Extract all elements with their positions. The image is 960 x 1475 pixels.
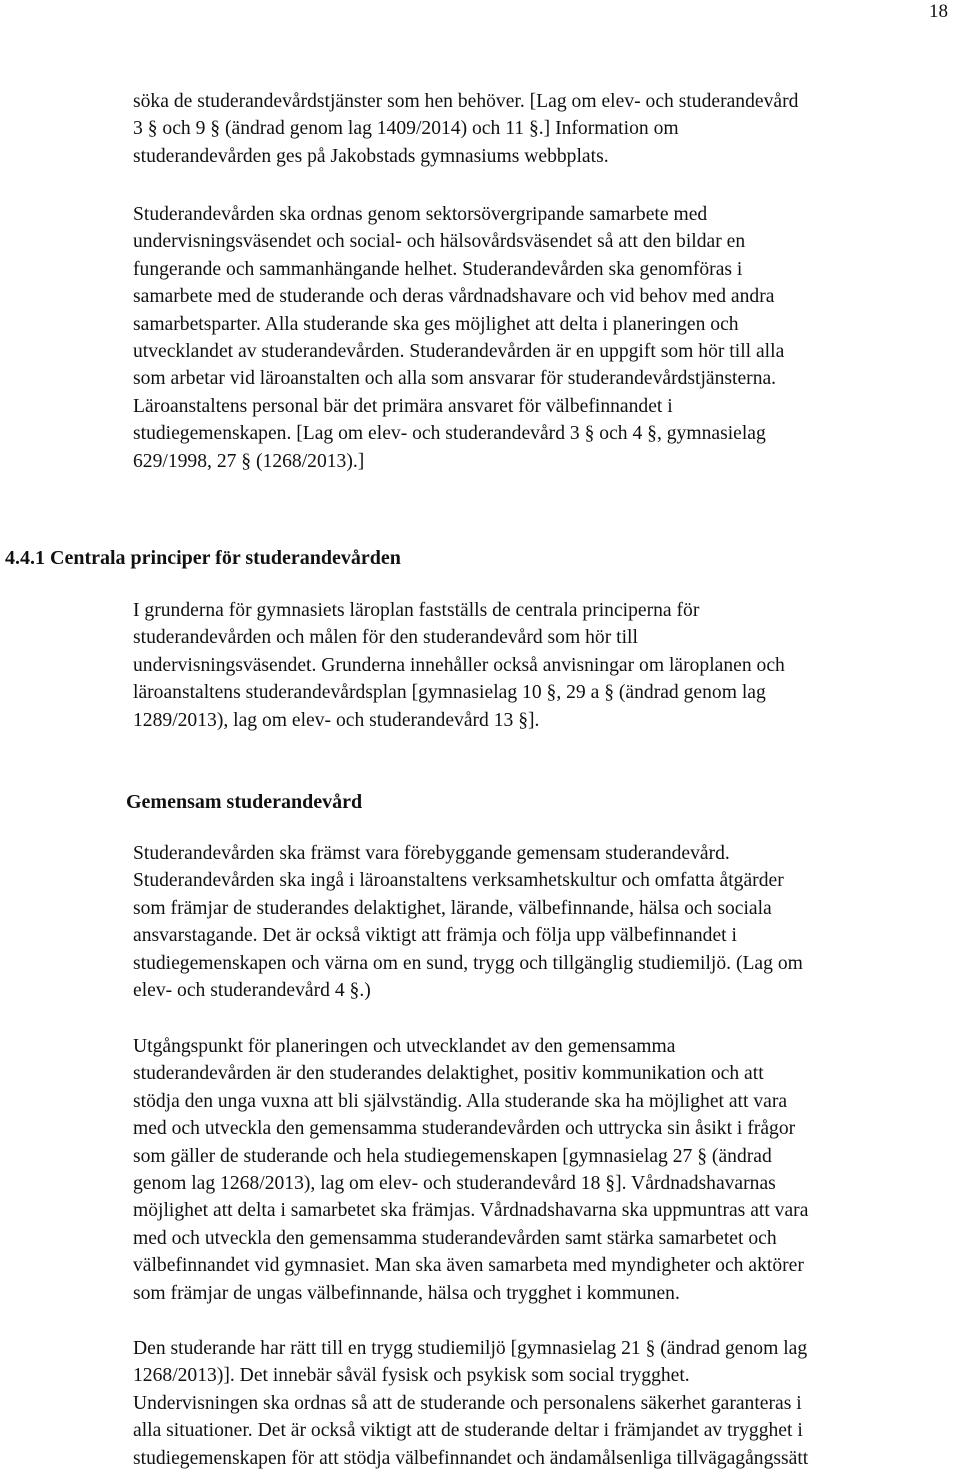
- page-number: 18: [929, 1, 948, 22]
- subheading-gemensam-studerandevard: Gemensam studerandevård: [126, 791, 363, 813]
- paragraph-utgangspunkt-planeringen: Utgångspunkt för planeringen och utvecklandet av den gemensamma studerandevården är den studerandes delaktighet, positiv kommunikation och att stödja den unga vuxna att bli självständig. Alla studerande ska ha möjlighet att vara med och utveckla den gemensamma studerandevården och uttrycka sin åsikt i frågor som gäller de studerande och hela studiegemenskapen [gymnasielag 27 § (ändrad genom lag 1268/2013), lag om elev- och studerandevård 18 §]. Vårdnadshavarnas möjlighet att delta i samarbetet ska främjas. Vårdnadshavarna ska uppmuntras att vara med och utveckla den gemensamma studerandevården samt stärka samarbetet och välbefinnandet vid gymnasiet. Man ska även samarbeta med myndigheter och aktörer som främjar de ungas välbefinnande, hälsa och trygghet i kommunen.: [133, 1036, 809, 1304]
- paragraph-forebyggande-studerandevard: Studerandevården ska främst vara förebyggande gemensam studerandevård. Studerandevården ska ingå i läroanstaltens verksamhetskultur och omfatta åtgärder som främjar de studerandes delaktighet, lärande, välbefinnande, hälsa och sociala ansvarstagande. Det är också viktigt att främja och följa upp välbefinnandet i studiegemenskapen och värna om en sund, trygg och tillgänglig studiemiljö. (Lag om elev- och studerandevård 4 §.): [133, 843, 803, 1002]
- paragraph-studerandevardstjanster: söka de studerandevårdstjänster som hen behöver. [Lag om elev- och studerandevård 3 § och 9 § (ändrad genom lag 1409/2014) och 11 §.] Information om studerandevården ges på Jakobstads gymnasiums webbplats.: [133, 91, 799, 167]
- paragraph-trygg-studiemiljo: Den studerande har rätt till en trygg studiemiljö [gymnasielag 21 § (ändrad genom lag 1268/2013)]. Det innebär såväl fysisk och psykisk som social trygghet. Undervisningen ska ordnas så att de studerande och personalens säkerhet garanteras i alla situationer. Det är också viktigt att de studerande deltar i främjandet av trygghet i studiegemenskapen för att stödja välbefinnandet och ändamålsenliga tillvägagångssätt: [133, 1338, 809, 1469]
- section-heading-centrala-principer: 4.4.1 Centrala principer för studerandevården: [5, 547, 401, 569]
- paragraph-sektorsovergripande-samarbete: Studerandevården ska ordnas genom sektorsövergripande samarbete med undervisningsväsendet och social- och hälsovårdsväsendet så att den bildar en fungerande och sammanhängande helhet. Studerandevården ska genomföras i samarbete med de studerande och deras vårdnadshavare och vid behov med andra samarbetsparter. Alla studerande ska ges möjlighet att delta i planeringen och utvecklandet av studerandevården. Studerandevården är en uppgift som hör till alla som arbetar vid läroanstalten och alla som ansvarar för studerandevårdstjänsterna. Läroanstaltens personal bär det primära ansvaret för välbefinnandet i studiegemenskapen. [Lag om elev- och studerandevård 3 § och 4 §, gymnasielag 629/1998, 27 § (1268/2013).]: [133, 204, 785, 472]
- paragraph-grunderna-laroplan: I grunderna för gymnasiets läroplan fastställs de centrala principerna för studerandevården och målen för den studerandevård som hör till undervisningsväsendet. Grunderna innehåller också anvisningar om läroplanen och läroanstaltens studerandevårdsplan [gymnasielag 10 §, 29 a § (ändrad genom lag 1289/2013), lag om elev- och studerandevård 13 §].: [133, 600, 785, 731]
